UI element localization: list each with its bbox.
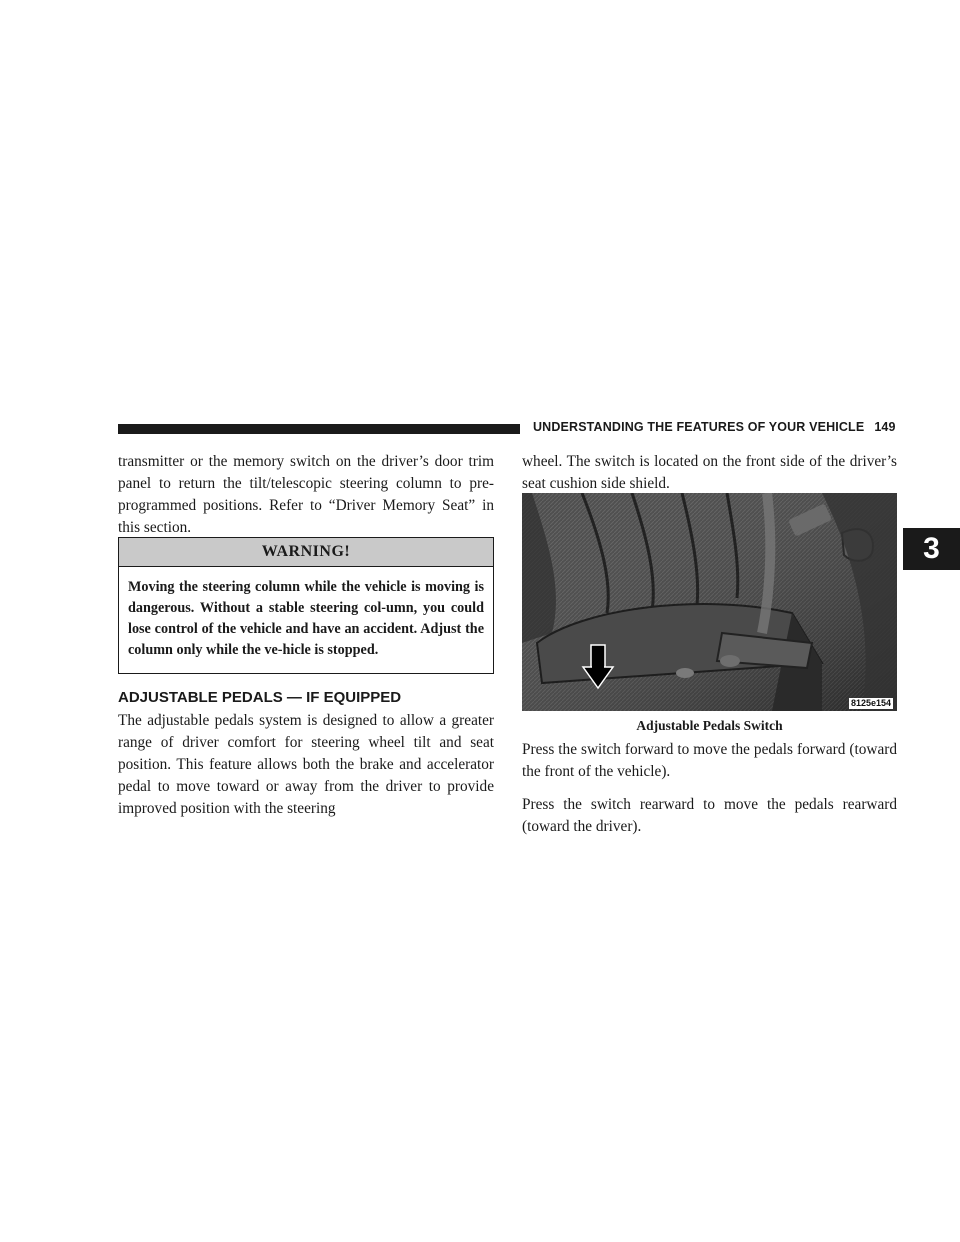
- section-paragraph: The adjustable pedals system is designed to allow a greater range of driver comfort for steering wheel tilt and seat position. This feature allows both the brake and accelerator pedal to move toward or away from the driver to provide improved position with the steering: [118, 712, 494, 817]
- seat-switch-photo: [522, 493, 897, 711]
- warning-box: [118, 537, 494, 674]
- figure-caption: Adjustable Pedals Switch: [636, 718, 783, 733]
- seat-illustration: [522, 493, 897, 711]
- forward-paragraph: Press the switch forward to move the pedals forward (toward the front of the vehicle).: [522, 741, 897, 780]
- intro-paragraph: transmitter or the memory switch on the driver’s door trim panel to return the tilt/telescopic steering column to pre-programmed positions. Refer to “Driver Memory Seat” in this section.: [118, 453, 494, 536]
- image-code: 8125e154: [850, 698, 891, 708]
- warning-title: WARNING!: [119, 538, 493, 567]
- header-section-title: UNDERSTANDING THE FEATURES OF YOUR VEHICLE: [533, 420, 865, 434]
- rearward-paragraph: Press the switch rearward to move the pedals rearward (toward the driver).: [522, 796, 897, 835]
- chapter-tab: 3: [903, 528, 960, 570]
- page-number: 149: [874, 420, 896, 434]
- section-heading: ADJUSTABLE PEDALS — IF EQUIPPED: [118, 689, 402, 706]
- header-rule: [118, 424, 520, 434]
- warning-body: Moving the steering column while the vehicle is moving is dangerous. Without a stable steering col-umn, you could lose control of the vehicle and have an accident. Adjust the column only while the ve-hicle is stopped.: [128, 579, 484, 658]
- continuation-paragraph: wheel. The switch is located on the front side of the driver’s seat cushion side shield.: [522, 453, 897, 492]
- running-header: [533, 420, 896, 434]
